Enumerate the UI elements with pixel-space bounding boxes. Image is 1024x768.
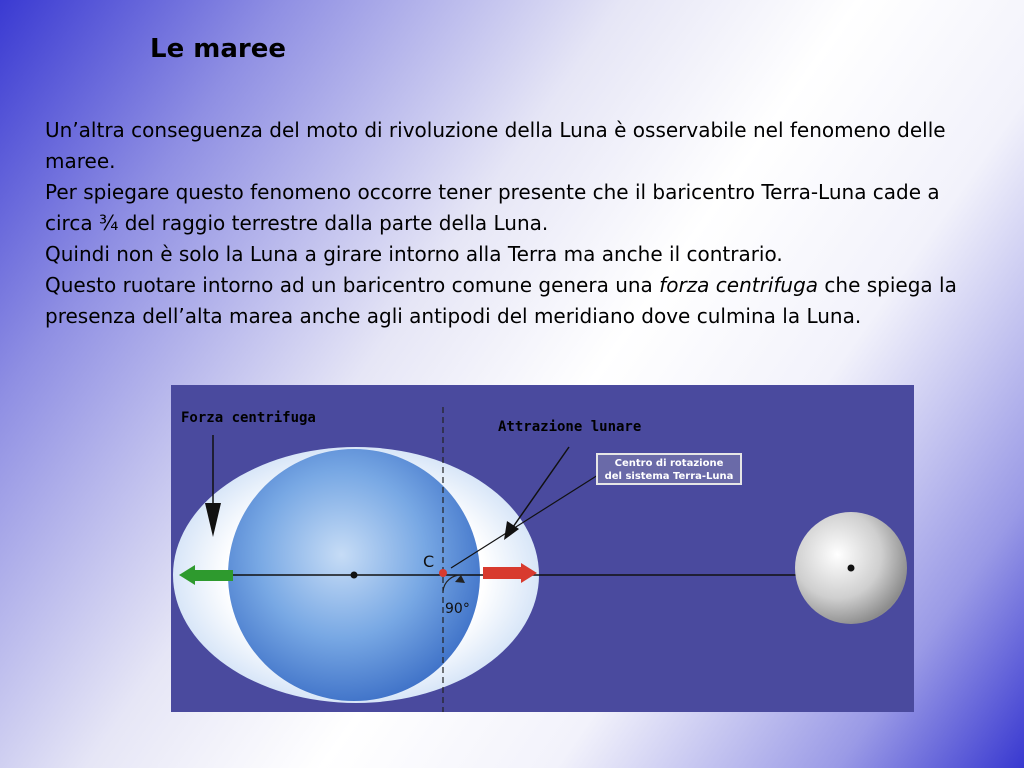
paragraph-1: Un’altra conseguenza del moto di rivoluzione della Luna è osservabile nel fenomeno delle maree. xyxy=(45,118,946,173)
tides-diagram xyxy=(171,385,914,712)
lunar-attraction-label: Attrazione lunare xyxy=(498,419,642,435)
green-arrow-body xyxy=(193,570,233,581)
barycenter-label: C xyxy=(423,552,435,571)
red-arrow-body xyxy=(483,567,523,579)
centrifugal-force-term: forza centrifuga xyxy=(659,273,819,297)
rotation-center-line-1: Centro di rotazione xyxy=(614,458,724,469)
paragraph-3: Quindi non è solo la Luna a girare intorno alla Terra ma anche il contrario. xyxy=(45,242,783,266)
centrifugal-force-label: Forza centrifuga xyxy=(181,410,316,426)
paragraph-2: Per spiegare questo fenomeno occorre tener presente che il baricentro Terra-Luna cade a circa ¾ del raggio terrestre dalla parte della Luna. xyxy=(45,180,940,235)
barycenter-dot xyxy=(439,569,447,577)
right-angle-label: 90° xyxy=(445,601,470,617)
slide-title: Le maree xyxy=(150,34,286,64)
moon-center-dot xyxy=(848,565,855,572)
rotation-center-line-2: del sistema Terra-Luna xyxy=(604,471,734,482)
paragraph-4-start: Questo ruotare intorno ad un baricentro comune genera una xyxy=(45,273,660,297)
paragraph-4 xyxy=(45,270,985,332)
rotation-center-label xyxy=(596,453,742,485)
earth-center-dot xyxy=(351,572,358,579)
attraction-arrow-line xyxy=(513,447,569,527)
slide-body xyxy=(45,115,985,332)
paragraph-4-end: che spiega la presenza dell’alta marea anche agli antipodi del meridiano dove culmina la Luna. xyxy=(45,273,957,328)
